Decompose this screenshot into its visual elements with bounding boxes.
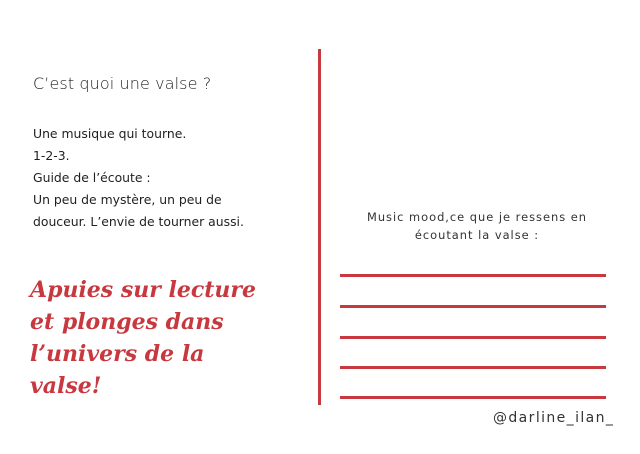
- center-divider: [318, 49, 321, 405]
- answer-line[interactable]: [340, 336, 606, 339]
- mood-prompt-line: écoutant la valse :: [414, 228, 540, 242]
- description-line: douceur. L’envie de tourner aussi.: [33, 214, 244, 229]
- description-line: Une musique qui tourne.: [33, 126, 187, 141]
- answer-line[interactable]: [340, 396, 606, 399]
- tagline-line: valse!: [30, 373, 102, 399]
- description-line: Un peu de mystère, un peu de: [33, 192, 222, 207]
- card-tagline: [30, 274, 270, 402]
- tagline-line: l’univers de la: [30, 341, 205, 367]
- author-handle: @darline_ilan_: [493, 410, 615, 426]
- card-description: [33, 123, 244, 233]
- description-line: 1-2-3.: [33, 148, 70, 163]
- answer-line[interactable]: [340, 366, 606, 369]
- description-line: Guide de l’écoute :: [33, 170, 151, 185]
- mood-prompt-line: Music mood,ce que je ressens en: [367, 210, 587, 224]
- tagline-line: et plonges dans: [30, 309, 224, 335]
- answer-line[interactable]: [340, 274, 606, 277]
- mood-prompt: [352, 208, 602, 244]
- card-question-heading: C’est quoi une valse ?: [33, 74, 212, 93]
- answer-line[interactable]: [340, 305, 606, 308]
- tagline-line: Apuies sur lecture: [30, 277, 256, 303]
